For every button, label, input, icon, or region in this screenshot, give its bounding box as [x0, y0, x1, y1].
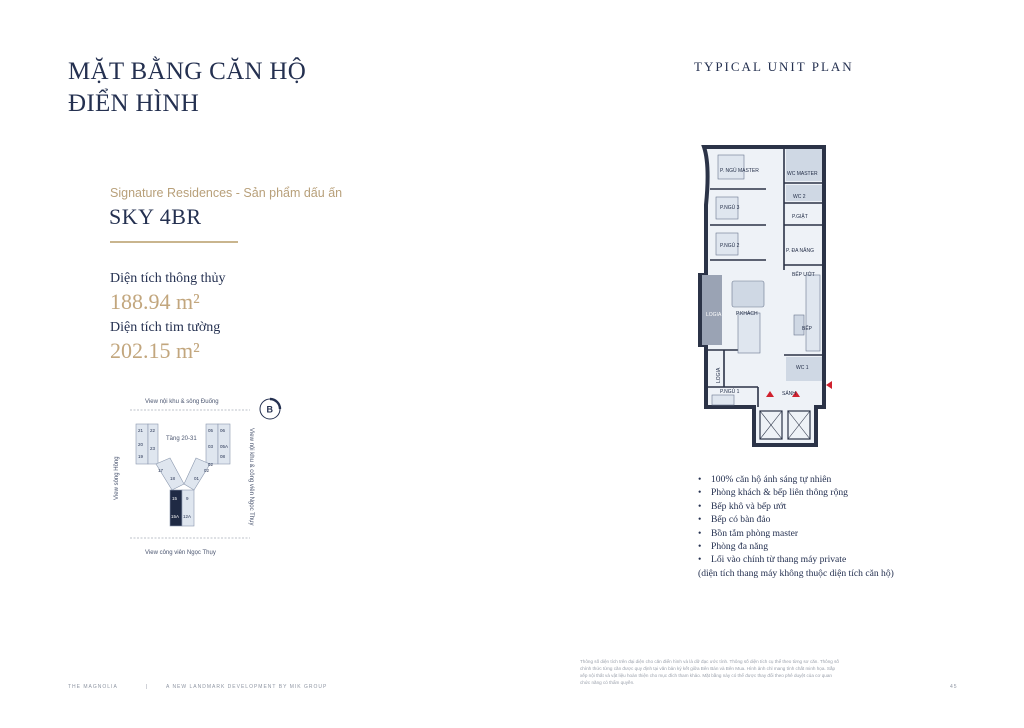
room-lobby: SẢNH [782, 391, 796, 397]
area-net-label: Diện tích thông thủy [110, 271, 226, 286]
floor-label: Tầng 20-31 [166, 436, 197, 442]
svg-text:18: 18 [170, 476, 176, 481]
svg-text:01: 01 [194, 476, 200, 481]
room-laundry: P.GIẶT [792, 214, 808, 220]
svg-text:19: 19 [138, 454, 144, 459]
key-plan [100, 392, 300, 562]
room-wc1: WC 1 [796, 365, 809, 371]
svg-text:9: 9 [186, 496, 189, 501]
room-bed3: P.NGỦ 3 [720, 205, 740, 211]
feature-item: • Lối vào chính từ thang máy private [698, 553, 894, 566]
area-gross-value: 202.15 m² [110, 338, 200, 363]
room-kitchen: BẾP [802, 326, 813, 332]
page-title-line1: MẶT BẰNG CĂN HỘ [68, 58, 307, 85]
entry-arrow-icon [826, 381, 832, 389]
room-multi: P. ĐA NĂNG [786, 248, 814, 254]
feature-item: • Phòng khách & bếp liên thông rộng [698, 486, 894, 499]
room-living: P.KHÁCH [736, 311, 758, 317]
feature-item: • 100% căn hộ ánh sáng tự nhiên [698, 473, 894, 486]
svg-text:22: 22 [150, 428, 156, 433]
svg-text:02: 02 [208, 462, 214, 467]
feature-item: • Phòng đa năng [698, 540, 894, 553]
room-bed2: P.NGỦ 2 [720, 243, 740, 249]
badge-letter: B [266, 404, 273, 415]
room-bed1: P.NGỦ 1 [720, 389, 740, 395]
svg-text:20: 20 [138, 442, 144, 447]
room-loggia: LOGIA [706, 312, 722, 318]
svg-text:08: 08 [220, 454, 226, 459]
view-left-label: View sông Hồng [114, 456, 120, 500]
gold-divider [110, 241, 238, 243]
page-number: 45 [950, 684, 958, 690]
feature-item: • Bếp khô và bếp ướt [698, 500, 894, 513]
feature-item: • Bếp có bàn đảo [698, 513, 894, 526]
compass-badge [260, 399, 280, 419]
disclaimer: Thông số diện tích trên đại diện cho căn điển hình và là dữ đạc ước tính. Thông số diện tích cụ thể theo từng sơ căn. Thông số chính thức từng căn được quy định tại văn bản ký kết giữa Bên Bán và Bên Mua. Hình ảnh chỉ mang tính chất minh họa. Sắp xếp nội thất và vật liệu hoàn thiện cho mục đích tham khảo. Mặt bằng này có thể được thay đổi theo phê duyệt của cơ quan chức năng có thẩm quyền. [580, 659, 839, 685]
features-list [698, 473, 894, 580]
room-master: P. NGỦ MASTER [720, 168, 759, 174]
svg-text:05A: 05A [220, 444, 229, 449]
features-note: (diện tích thang máy không thuộc diện tích căn hộ) [698, 567, 894, 579]
room-wet-kitchen: BẾP ƯỚT [792, 272, 815, 278]
area-gross-label: Diện tích tim tường [110, 320, 221, 335]
product-subtitle: Signature Residences - Sản phẩm dấu ấn [110, 186, 343, 200]
footer-tagline: A NEW LANDMARK DEVELOPMENT BY MIK GROUP [166, 684, 328, 690]
svg-text:06: 06 [220, 428, 226, 433]
svg-text:03: 03 [208, 444, 214, 449]
product-name: SKY 4BR [109, 204, 202, 229]
svg-text:15: 15 [172, 496, 178, 501]
room-wc-master: WC MASTER [787, 171, 818, 177]
room-loggia-2: LOGIA [716, 367, 722, 383]
svg-text:02: 02 [204, 468, 210, 473]
footer-separator: | [146, 684, 149, 690]
feature-item: • Bồn tắm phòng master [698, 527, 894, 540]
svg-text:21: 21 [138, 428, 144, 433]
view-top-label: View nội khu & sông Đuống [145, 399, 219, 405]
svg-text:23: 23 [150, 446, 156, 451]
view-bottom-label: View công viên Ngọc Thụy [145, 550, 216, 556]
page-title-en: TYPICAL UNIT PLAN [694, 59, 854, 74]
area-net-value: 188.94 m² [110, 289, 200, 314]
page-title-line2: ĐIỂN HÌNH [68, 90, 200, 117]
floor-plan [696, 145, 832, 447]
view-right-label: View nội khu & công viên Ngọc Thụy [248, 428, 254, 526]
svg-text:15A: 15A [171, 514, 180, 519]
svg-text:12A: 12A [183, 514, 192, 519]
page-title [68, 56, 306, 120]
svg-text:17: 17 [158, 468, 164, 473]
room-wc2: WC 2 [793, 194, 806, 200]
svg-text:05: 05 [208, 428, 214, 433]
footer-brand: THE MAGNOLIA [68, 684, 118, 690]
